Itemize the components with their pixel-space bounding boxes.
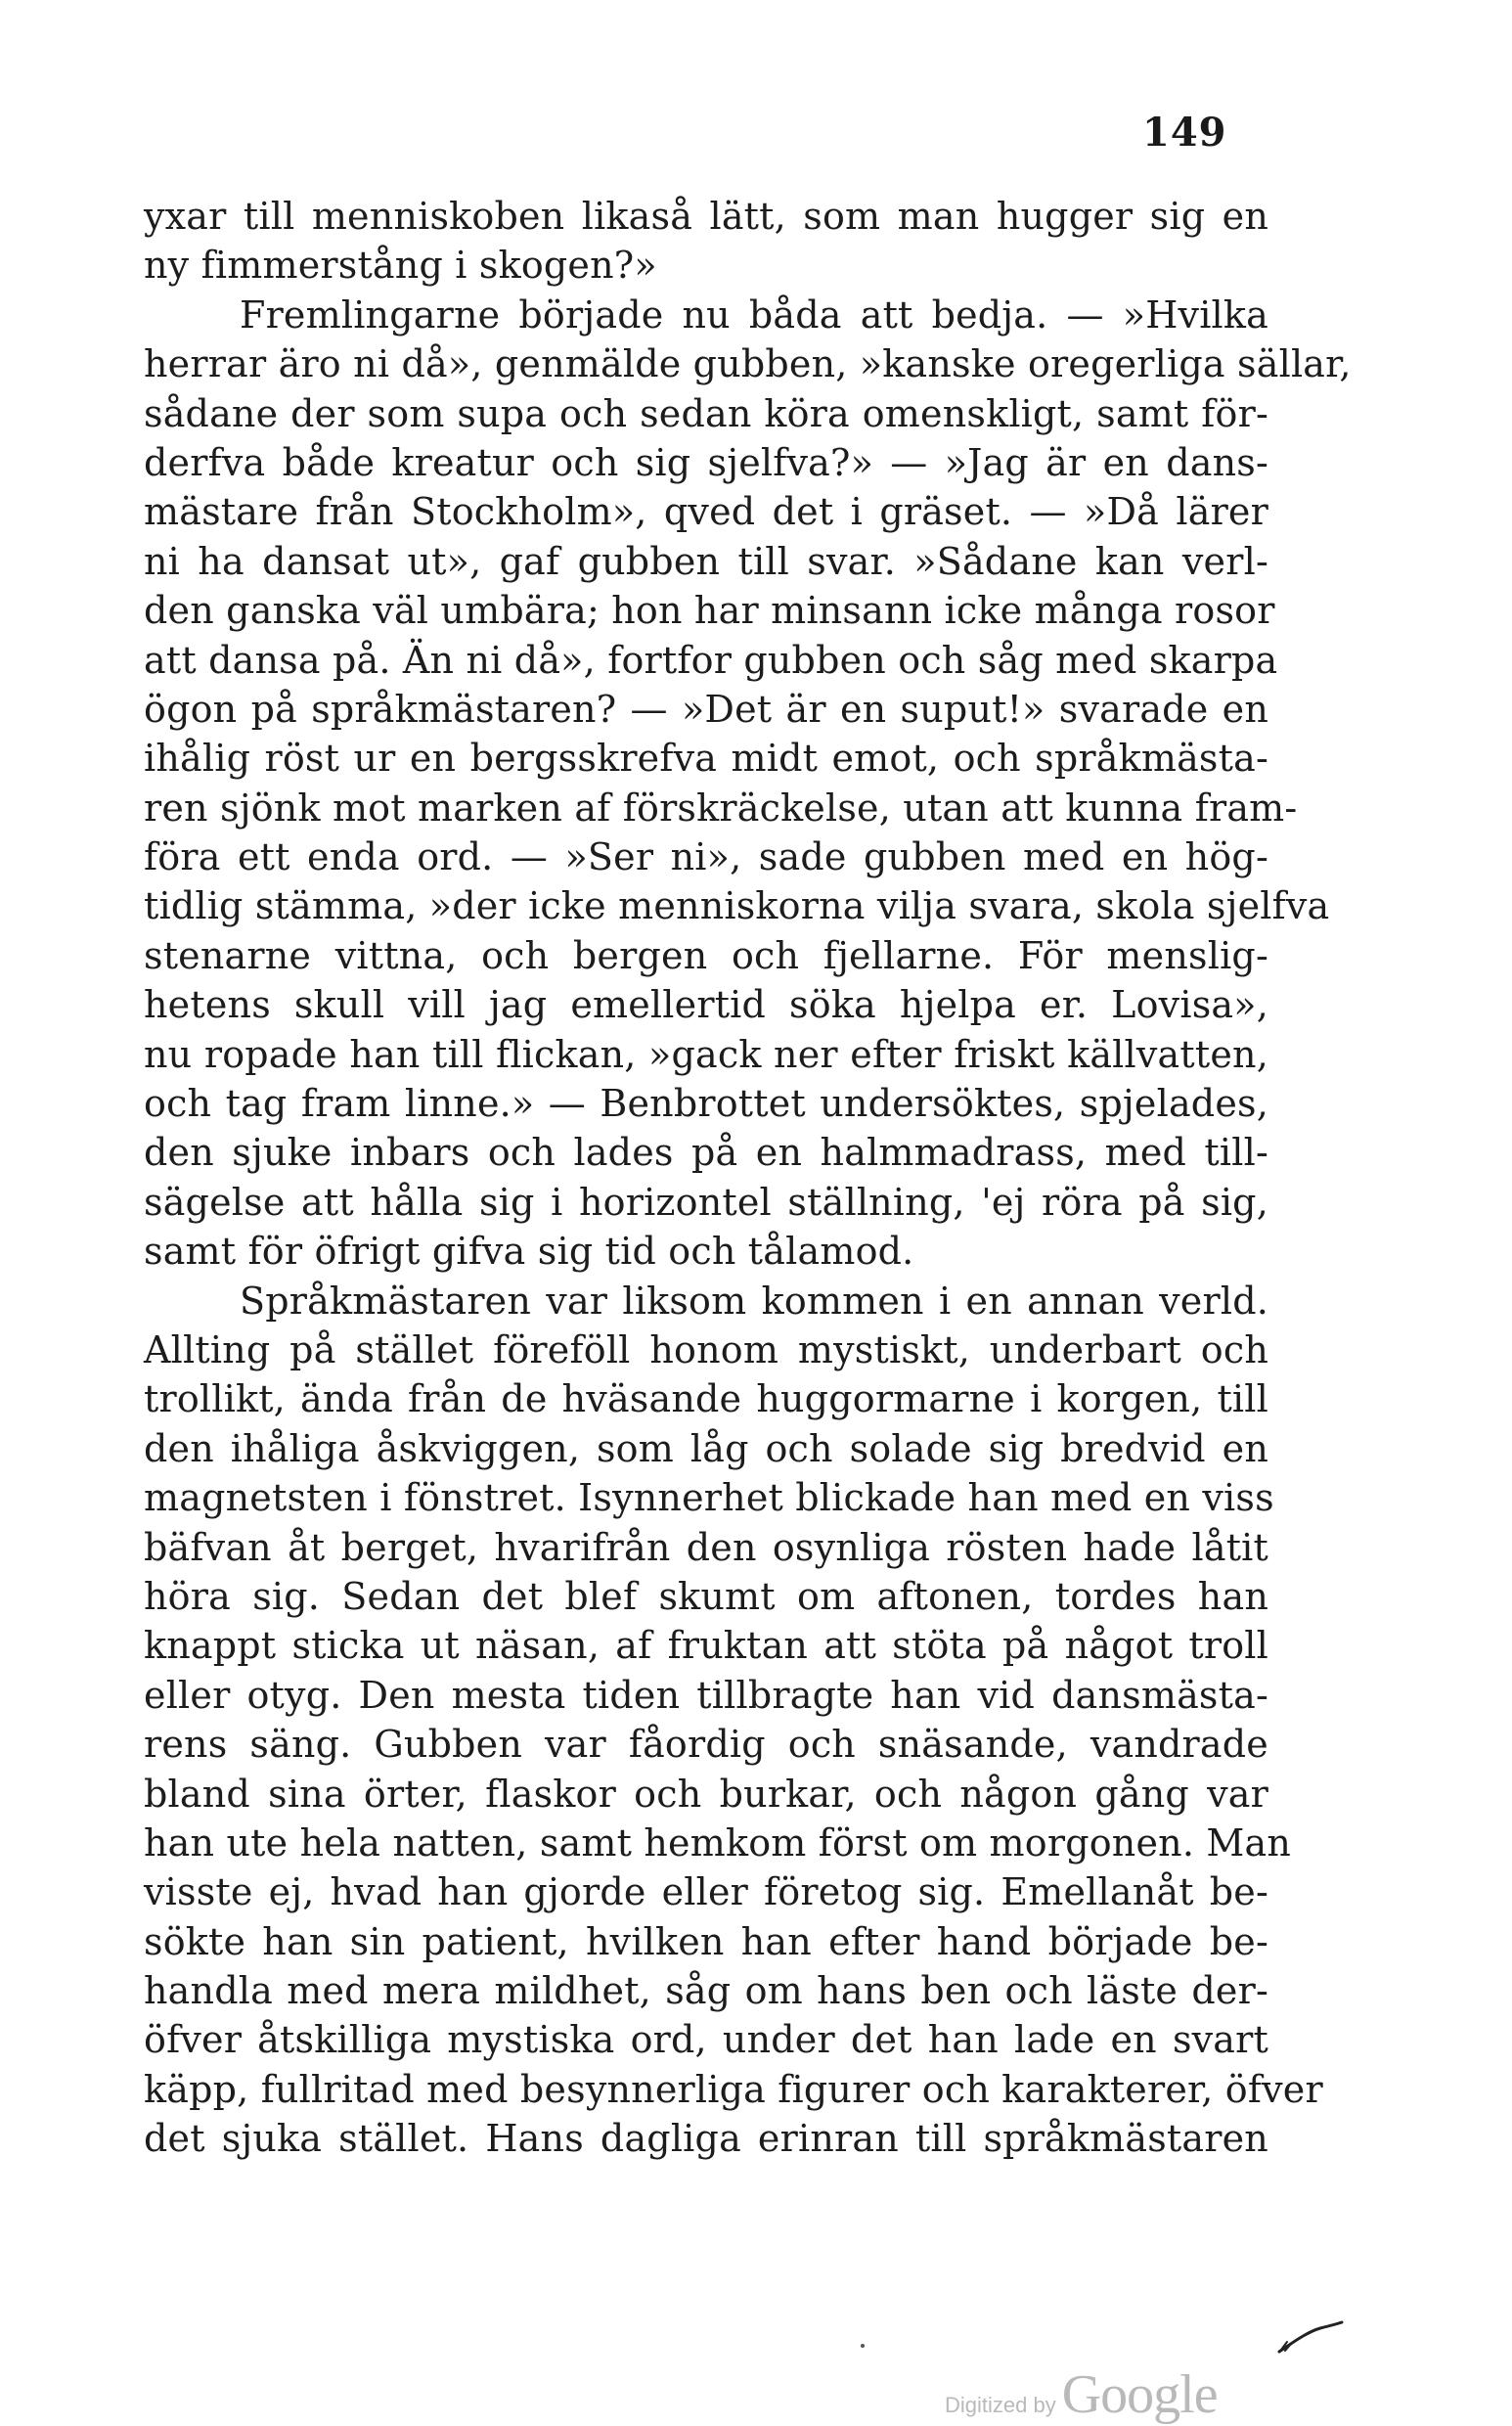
text-line: föra ett enda ord. — »Ser ni», sade gubben med en hög- <box>144 835 1268 879</box>
text-line: stenarne vittna, och bergen och fjellarne. För menslig- <box>144 933 1268 977</box>
text-line: och tag fram linne.» — Benbrottet undersöktes, spjelades, <box>144 1082 1268 1126</box>
watermark-brand-logo: Google <box>1061 2364 1218 2425</box>
text-line: ny fimmerstång i skogen?» <box>144 244 657 288</box>
ink-speck <box>861 2344 865 2348</box>
text-line: käpp, fullritad med besynnerliga figurer och karakterer, öfver <box>144 2067 1323 2111</box>
text-line: den ganska väl umbära; hon har minsann icke många rosor <box>144 589 1275 633</box>
text-line: handla med mera mildhet, såg om hans ben och läste der- <box>144 1969 1268 2013</box>
text-line: han ute hela natten, samt hemkom först om morgonen. Man <box>144 1820 1292 1864</box>
text-line: trollikt, ända från de hväsande huggormarne i korgen, till <box>144 1377 1268 1421</box>
text-line: magnetsten i fönstret. Isynnerhet blickade han med en viss <box>144 1476 1274 1520</box>
text-line: mästare från Stockholm», qved det i gräset. — »Då lärer <box>144 490 1268 534</box>
text-line: ihålig röst ur en bergsskrefva midt emot, och språkmästa- <box>144 737 1268 781</box>
text-line: Allting på stället föreföll honom mystiskt, underbart och <box>144 1327 1268 1371</box>
pen-stroke-mark <box>1277 2320 1344 2354</box>
text-line: sådane der som supa och sedan köra omenskligt, samt för- <box>144 391 1268 435</box>
text-line: eller otyg. Den mesta tiden tillbragte han vid dansmästa- <box>144 1673 1268 1717</box>
text-line: öfver åtskilliga mystiska ord, under det han lade en svart <box>144 2018 1268 2062</box>
text-line: samt för öfrigt gifva sig tid och tålamod. <box>144 1230 914 1274</box>
body-text <box>144 192 1352 2164</box>
text-line: nu ropade han till flickan, »gack ner efter friskt källvatten, <box>144 1032 1268 1076</box>
text-line: ren sjönk mot marken af förskräckelse, utan att kunna fram- <box>144 786 1298 830</box>
text-line: Språkmästaren var liksom kommen i en annan verld. <box>240 1279 1268 1323</box>
watermark-prefix: Digitized by <box>945 2393 1056 2417</box>
text-line: den ihåliga åskviggen, som låg och solade sig bredvid en <box>144 1426 1268 1470</box>
text-line: tidlig stämma, »der icke menniskorna vilja svara, skola sjelfva <box>144 884 1330 928</box>
text-line: yxar till menniskoben likaså lätt, som man hugger sig en <box>144 195 1268 238</box>
text-line: visste ej, hvad han gjorde eller företog sig. Emellanåt be- <box>144 1870 1268 1914</box>
text-line: bäfvan åt berget, hvarifrån den osynliga rösten hade låtit <box>144 1525 1268 1569</box>
digitized-watermark <box>945 2363 1218 2425</box>
text-line: sökte han sin patient, hvilken han efter hand började be- <box>144 1919 1268 1963</box>
text-line: knappt sticka ut näsan, af fruktan att stöta på något troll <box>144 1624 1268 1668</box>
text-line: ni ha dansat ut», gaf gubben till svar. »Sådane kan verl- <box>144 539 1268 583</box>
text-line: hetens skull vill jag emellertid söka hjelpa er. Lovisa», <box>144 983 1268 1027</box>
text-line: höra sig. Sedan det blef skumt om aftonen, tordes han <box>144 1574 1268 1618</box>
page-number: 149 <box>1142 110 1227 156</box>
text-line: herrar äro ni då», genmälde gubben, »kanske oregerliga sällar, <box>144 342 1352 386</box>
text-line: ögon på språkmästaren? — »Det är en suput!» svarade en <box>144 687 1268 731</box>
text-line: sägelse att hålla sig i horizontel ställning, 'ej röra på sig, <box>144 1180 1268 1224</box>
text-line: det sjuka stället. Hans dagliga erinran till språkmästaren <box>144 2117 1268 2161</box>
text-line: bland sina örter, flaskor och burkar, och någon gång var <box>144 1772 1268 1816</box>
text-line: derfva både kreatur och sig sjelfva?» — »Jag är en dans- <box>144 440 1268 484</box>
text-line: den sjuke inbars och lades på en halmmadrass, med till- <box>144 1131 1268 1175</box>
text-line: rens säng. Gubben var fåordig och snäsande, vandrade <box>144 1723 1268 1767</box>
text-line: Fremlingarne började nu båda att bedja. — »Hvilka <box>240 292 1268 337</box>
text-line: att dansa på. Än ni då», fortfor gubben och såg med skarpa <box>144 638 1278 682</box>
